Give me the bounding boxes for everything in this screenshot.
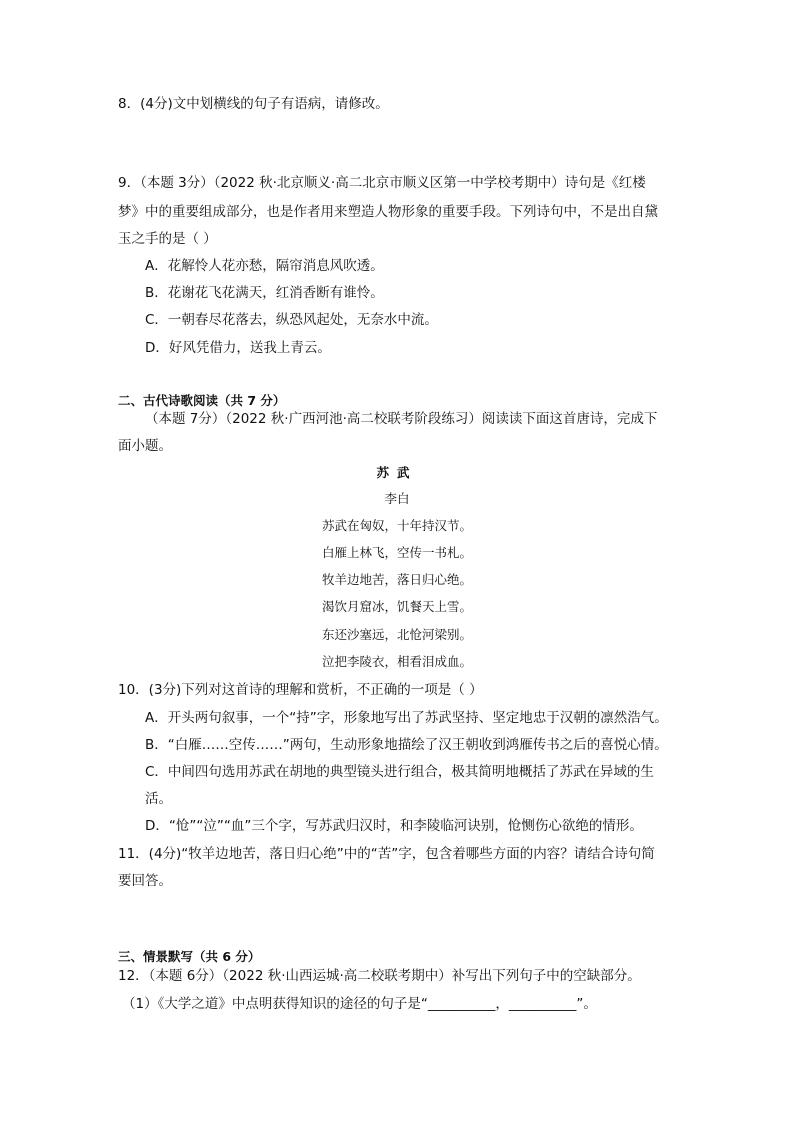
q12-sub1: （1）《大学之道》中点明获得知识的途径的句子是“__________，__________”。 <box>122 996 597 1012</box>
q8-text: 8．(4分)文中划横线的句子有语病，请修改。 <box>118 96 389 112</box>
section-2-intro: （本题 7分）（2022 秋·广西河池·高二校联考阶段练习）阅读读下面这首唐诗，完成下 <box>145 411 658 427</box>
section-3-heading: 三、情景默写（共 6 分） <box>118 949 261 964</box>
q9-option-a: A．花解怜人花亦愁，隔帘消息风吹透。 <box>145 258 384 274</box>
q9-line: 9．（本题 3分）（2022 秋·北京顺义·高二北京市顺义区第一中学校考期中）诗句是《红楼 <box>118 175 646 191</box>
section-2-intro: 面小题。 <box>118 438 172 454</box>
q9-option-c: C．一朝春尽花落去，纵恐风起处，无奈水中流。 <box>145 312 438 328</box>
q9-option-d: D．好风凭借力，送我上青云。 <box>145 340 331 356</box>
poem-line: 东还沙塞远，北怆河梁别。 <box>321 627 472 642</box>
q12-stem: 12．（本题 6分）（2022 秋·山西运城·高二校联考期中）补写出下列句子中的空缺部分。 <box>118 968 641 984</box>
poem-line: 白雁上林飞，空传一书札。 <box>321 545 472 560</box>
q11-line: 要回答。 <box>118 873 172 889</box>
q10-option-b: B．“白雁……空传……”两句，生动形象地描绘了汉王朝收到鸿雁传书之后的喜悦心情。 <box>145 737 668 753</box>
section-2-heading: 二、古代诗歌阅读（共 7 分） <box>118 393 286 408</box>
poem-title: 苏武 <box>376 465 418 480</box>
poem-line: 泣把李陵衣，相看泪成血。 <box>321 654 472 669</box>
q9-line: 梦》中的重要组成部分，也是作者用来塑造人物形象的重要手段。下列诗句中，不是出自黛 <box>118 204 658 220</box>
q9-option-b: B．花谢花飞花满天，红消香断有谁怜。 <box>145 285 384 301</box>
poem-line: 渴饮月窟冰，饥餐天上雪。 <box>321 599 472 614</box>
q11-line: 11．(4分)“牧羊边地苦，落日归心绝”中的“苦”字，包含着哪些方面的内容？请结合诗句简 <box>118 846 655 862</box>
poem-author: 李白 <box>384 491 410 506</box>
q10-option-a: A．开头两句叙事，一个“持”字，形象地写出了苏武坚持、坚定地忠于汉朝的凛然浩气。 <box>145 710 668 726</box>
q9-line: 玉之手的是（ ） <box>118 231 217 247</box>
poem-line: 牧羊边地苦，落日归心绝。 <box>321 572 472 587</box>
q10-option-d: D．“怆”“泣”“血”三个字，写苏武归汉时，和李陵临河诀别，怆恻伤心欲绝的情形。 <box>145 818 643 834</box>
q10-option-c-cont: 活。 <box>145 791 172 807</box>
poem-line: 苏武在匈奴，十年持汉节。 <box>321 518 472 533</box>
q10-option-c: C．中间四句选用苏武在胡地的典型镜头进行组合，极其简明地概括了苏武在异域的生 <box>145 764 654 780</box>
q10-stem: 10．(3分)下列对这首诗的理解和赏析，不正确的一项是（ ） <box>118 682 483 698</box>
